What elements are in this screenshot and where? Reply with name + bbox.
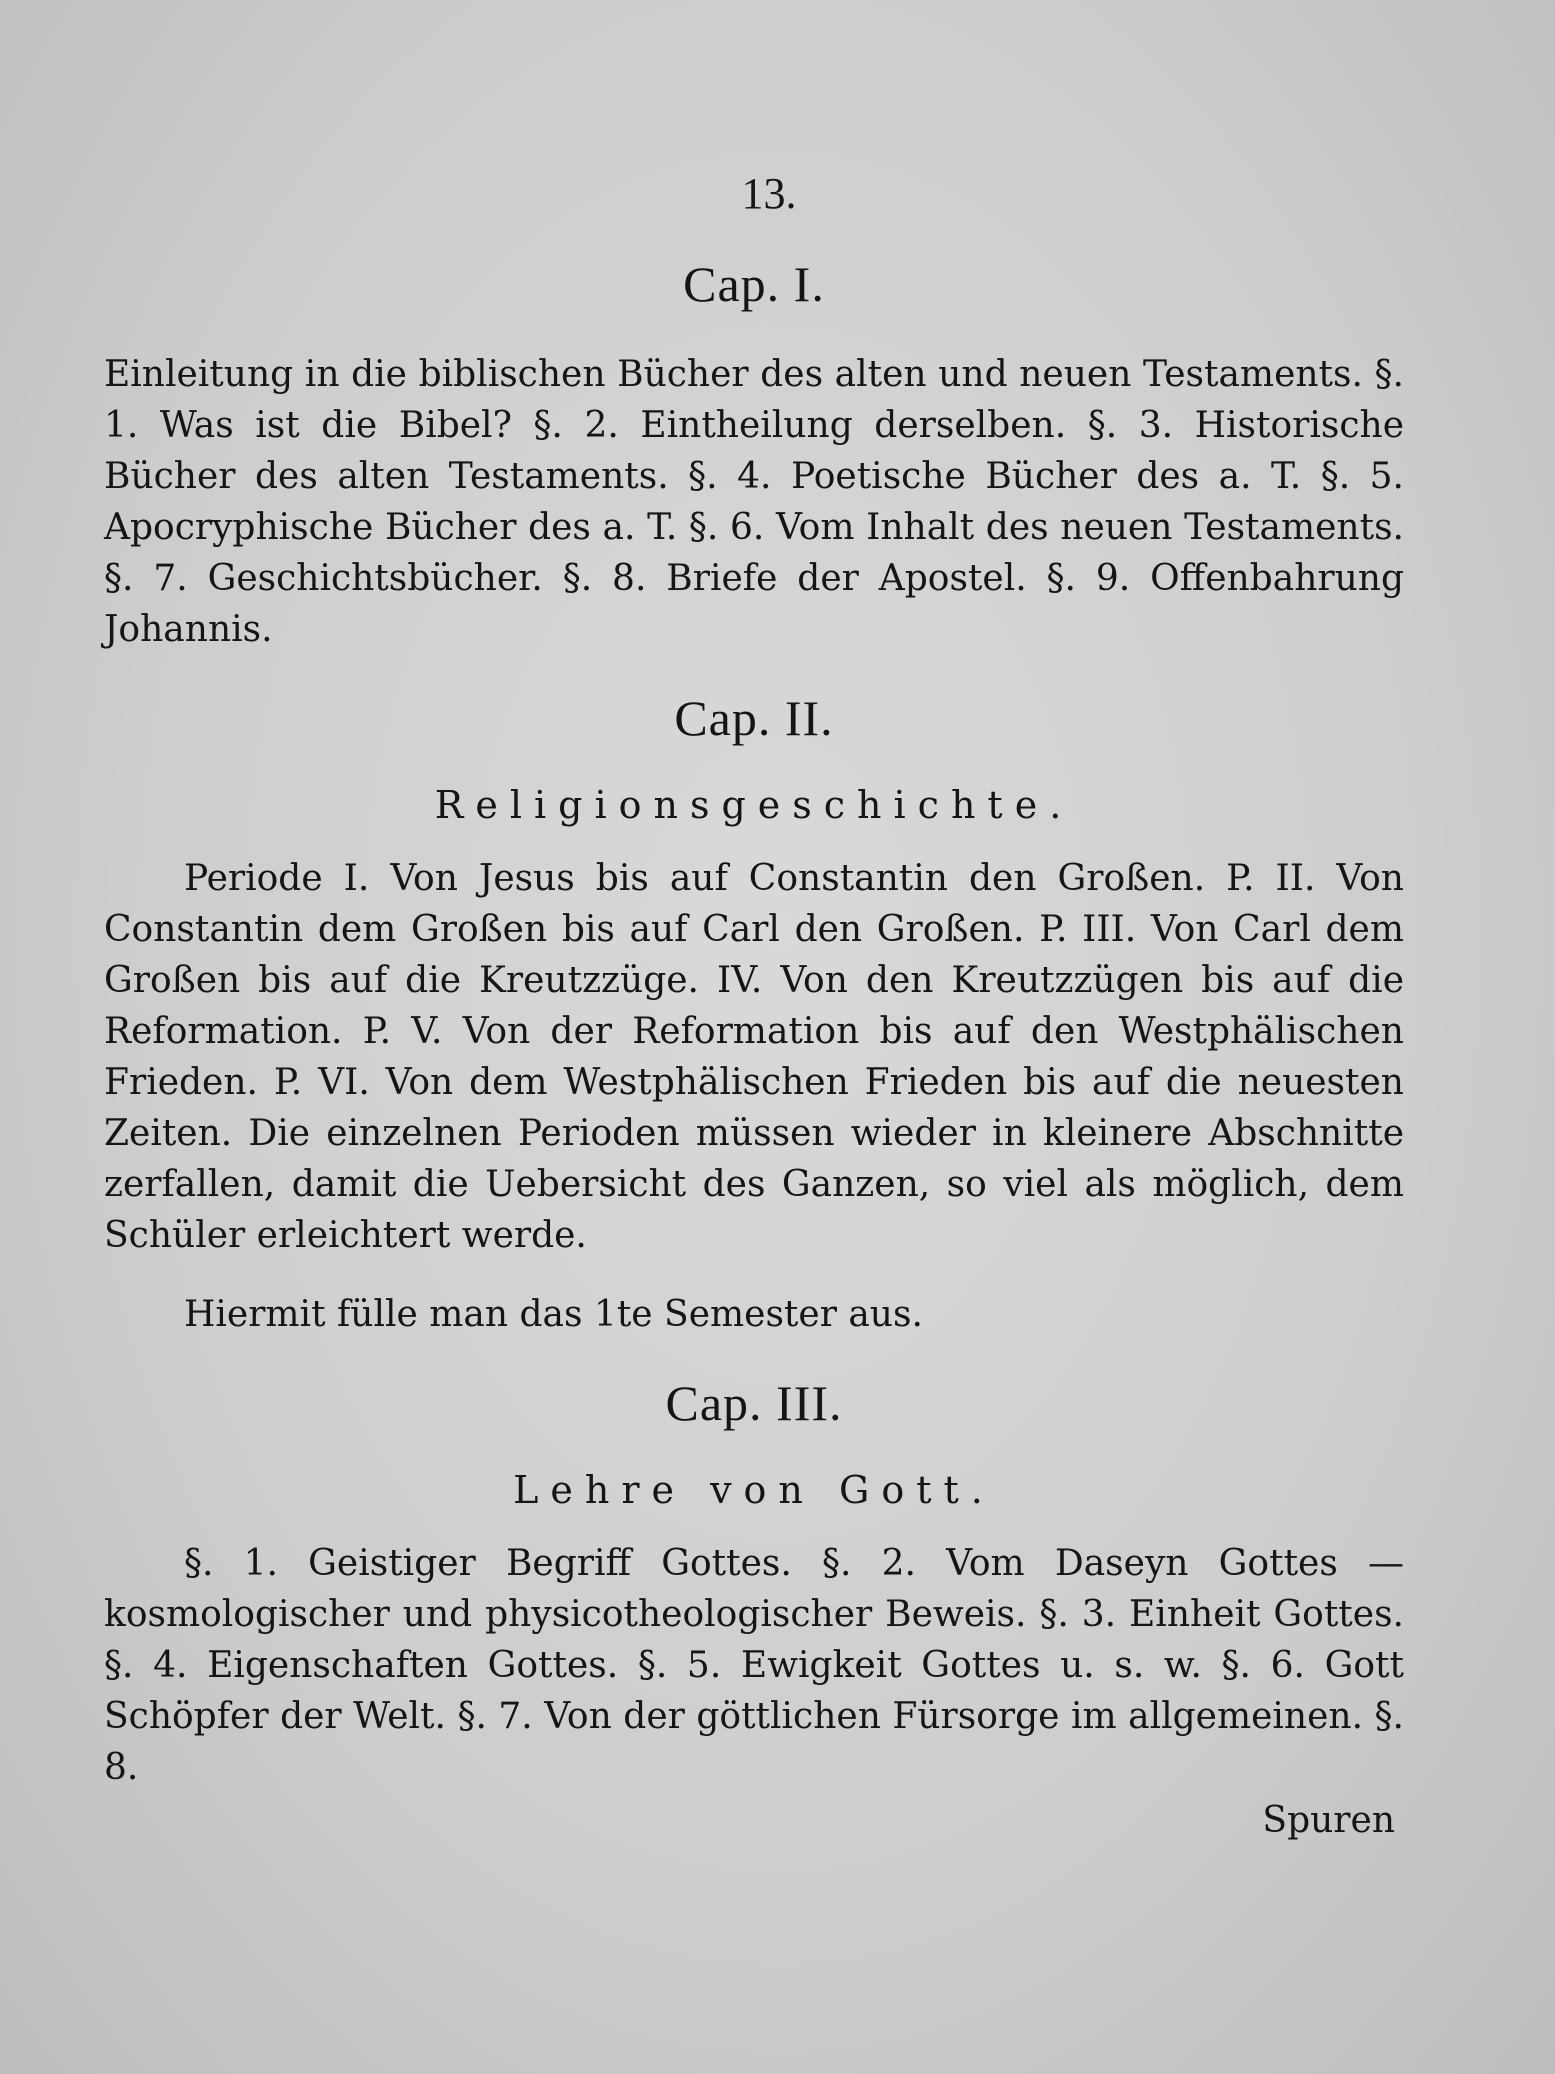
chapter-subheading: Lehre von Gott. (513, 1468, 995, 1512)
chapter-paragraph: Einleitung in die biblischen Bücher des alten und neuen Testaments. §. 1. Was ist die Bibel? §. 2. Eintheilung derselben. §. 3. Historische Bücher des alten Testaments. §. 4. Poetische Bücher des a. T. §. 5. Apocryphische Bücher des a. T. §. 6. Vom Inhalt des neuen Testaments. §. 7. Geschichtsbücher. §. 8. Briefe der Apostel. §. 9. Offenbahrung Johannis. (104, 354, 1404, 650)
chapter-heading: Cap. III. (665, 1375, 843, 1431)
chapter-heading: Cap. I. (683, 256, 825, 312)
chapter-paragraph: §. 1. Geistiger Begriff Gottes. §. 2. Vom Daseyn Gottes — kosmologischer und physicotheologischer Beweis. §. 3. Einheit Gottes. §. 4. Eigenschaften Gottes. §. 5. Ewigkeit Gottes u. s. w. §. 6. Gott Schöpfer der Welt. §. 7. Von der göttlichen Fürsorge im allgemeinen. §. 8. (104, 1543, 1404, 1788)
chapter-paragraph: Hiermit fülle man das 1te Semester aus. (184, 1294, 923, 1335)
catchword: Spuren (1262, 1800, 1395, 1841)
chapter-heading: Cap. II. (674, 690, 834, 746)
page-number: 13. (741, 169, 797, 218)
chapter-1 (104, 255, 1404, 655)
chapter-2 (104, 689, 1404, 1340)
chapter-paragraph: Periode I. Von Jesus bis auf Constantin den Großen. P. II. Von Constantin dem Großen bis auf Carl den Großen. P. III. Von Carl dem Großen bis auf die Kreutzzüge. IV. Von den Kreutzzügen bis auf die Reformation. P. V. Von der Reformation bis auf den Westphälischen Frieden. P. VI. Von dem Westphälischen Frieden bis auf die neuesten Zeiten. Die einzelnen Perioden müssen wieder in kleinere Abschnitte zerfallen, damit die Uebersicht des Ganzen, so viel als möglich, dem Schüler erleichtert werde. (104, 858, 1404, 1256)
page-content (104, 168, 1404, 1827)
chapter-3 (104, 1374, 1404, 1793)
chapter-subheading: Religionsgeschichte. (434, 783, 1074, 827)
